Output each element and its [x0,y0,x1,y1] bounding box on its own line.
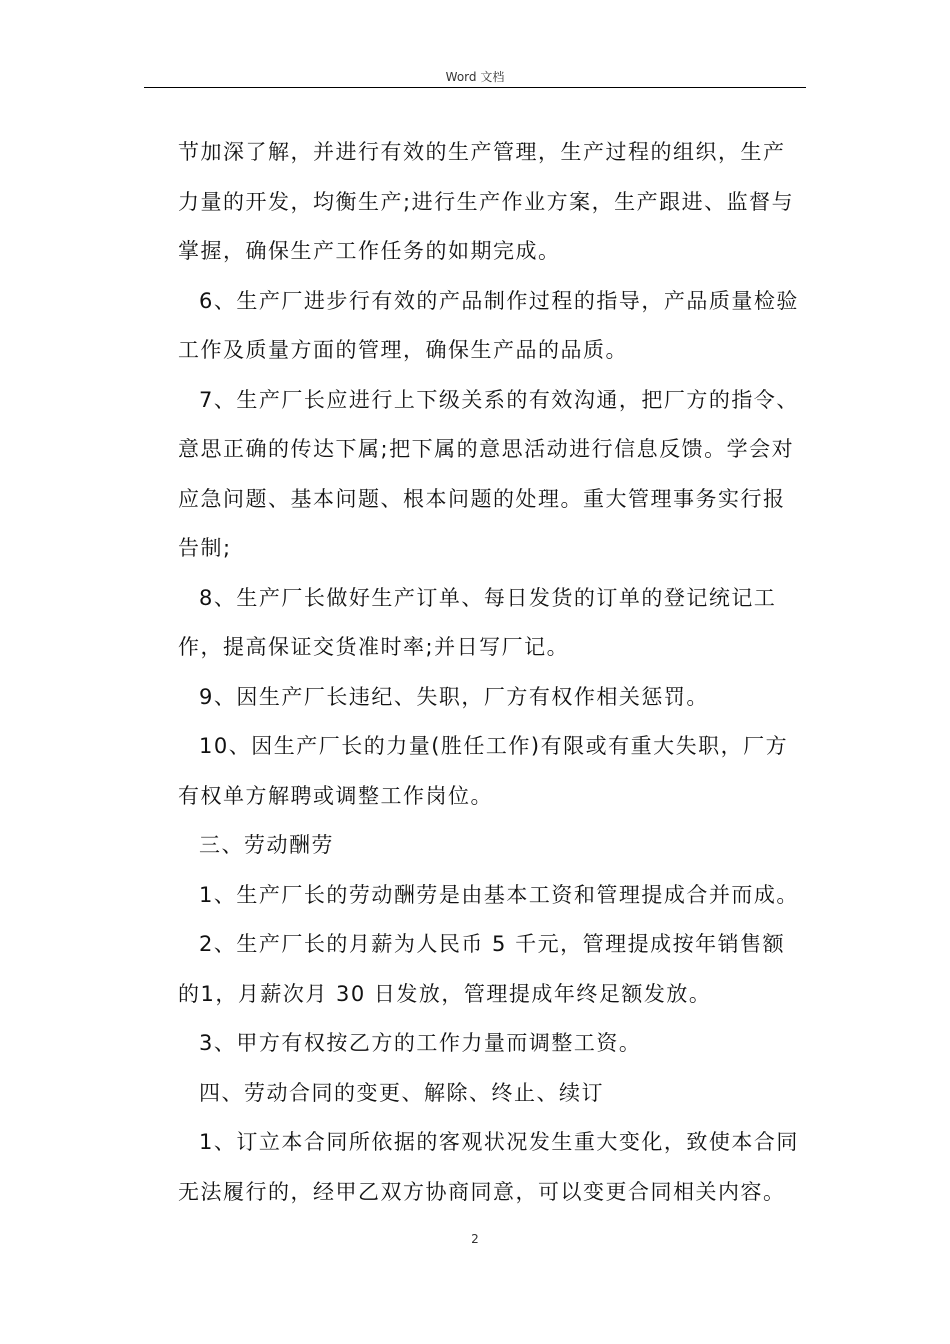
section-heading: 三、劳动酬劳 [199,833,334,857]
paragraph: 2、生产厂长的月薪为人民币 5 千元，管理提成按年销售额的1，月薪次月 30 日发放，管理提成年终足额发放。 [178,932,786,1006]
paragraph: 3、甲方有权按乙方的工作力量而调整工资。 [199,1031,642,1055]
paragraph: 10、因生产厂长的力量(胜任工作)有限或有重大失职，厂方有权单方解聘或调整工作岗位。 [178,734,789,808]
paragraph: 1、生产厂长的劳动酬劳是由基本工资和管理提成合并而成。 [199,882,799,907]
document-body [178,128,806,1217]
header-divider [144,87,806,88]
paragraph: 7、生产厂长应进行上下级关系的有效沟通，把厂方的指令、意思正确的传达下属;把下属的意思活动进行信息反馈。学会对应急问题、基本问题、根本问题的处理。重大管理事务实行报告制; [178,387,799,560]
paragraph: 8、生产厂长做好生产订单、每日发货的订单的登记统记工作，提高保证交货准时率;并日写厂记。 [178,585,777,659]
paragraph: 1、订立本合同所依据的客观状况发生重大变化，致使本合同无法履行的，经甲乙双方协商同意，可以变更合同相关内容。 [178,1130,799,1204]
header-title: Word 文档 [445,70,505,84]
page-number: 2 [471,1232,479,1246]
paragraph: 节加深了解，并进行有效的生产管理，生产过程的组织，生产力量的开发，均衡生产;进行生产作业方案，生产跟进、监督与掌握，确保生产工作任务的如期完成。 [178,140,795,263]
paragraph: 9、因生产厂长违纪、失职，厂方有权作相关惩罚。 [199,684,709,709]
paragraph: 6、生产厂进步行有效的产品制作过程的指导，产品质量检验工作及质量方面的管理，确保生产品的品质。 [178,288,799,362]
section-heading: 四、劳动合同的变更、解除、终止、续订 [199,1080,604,1105]
